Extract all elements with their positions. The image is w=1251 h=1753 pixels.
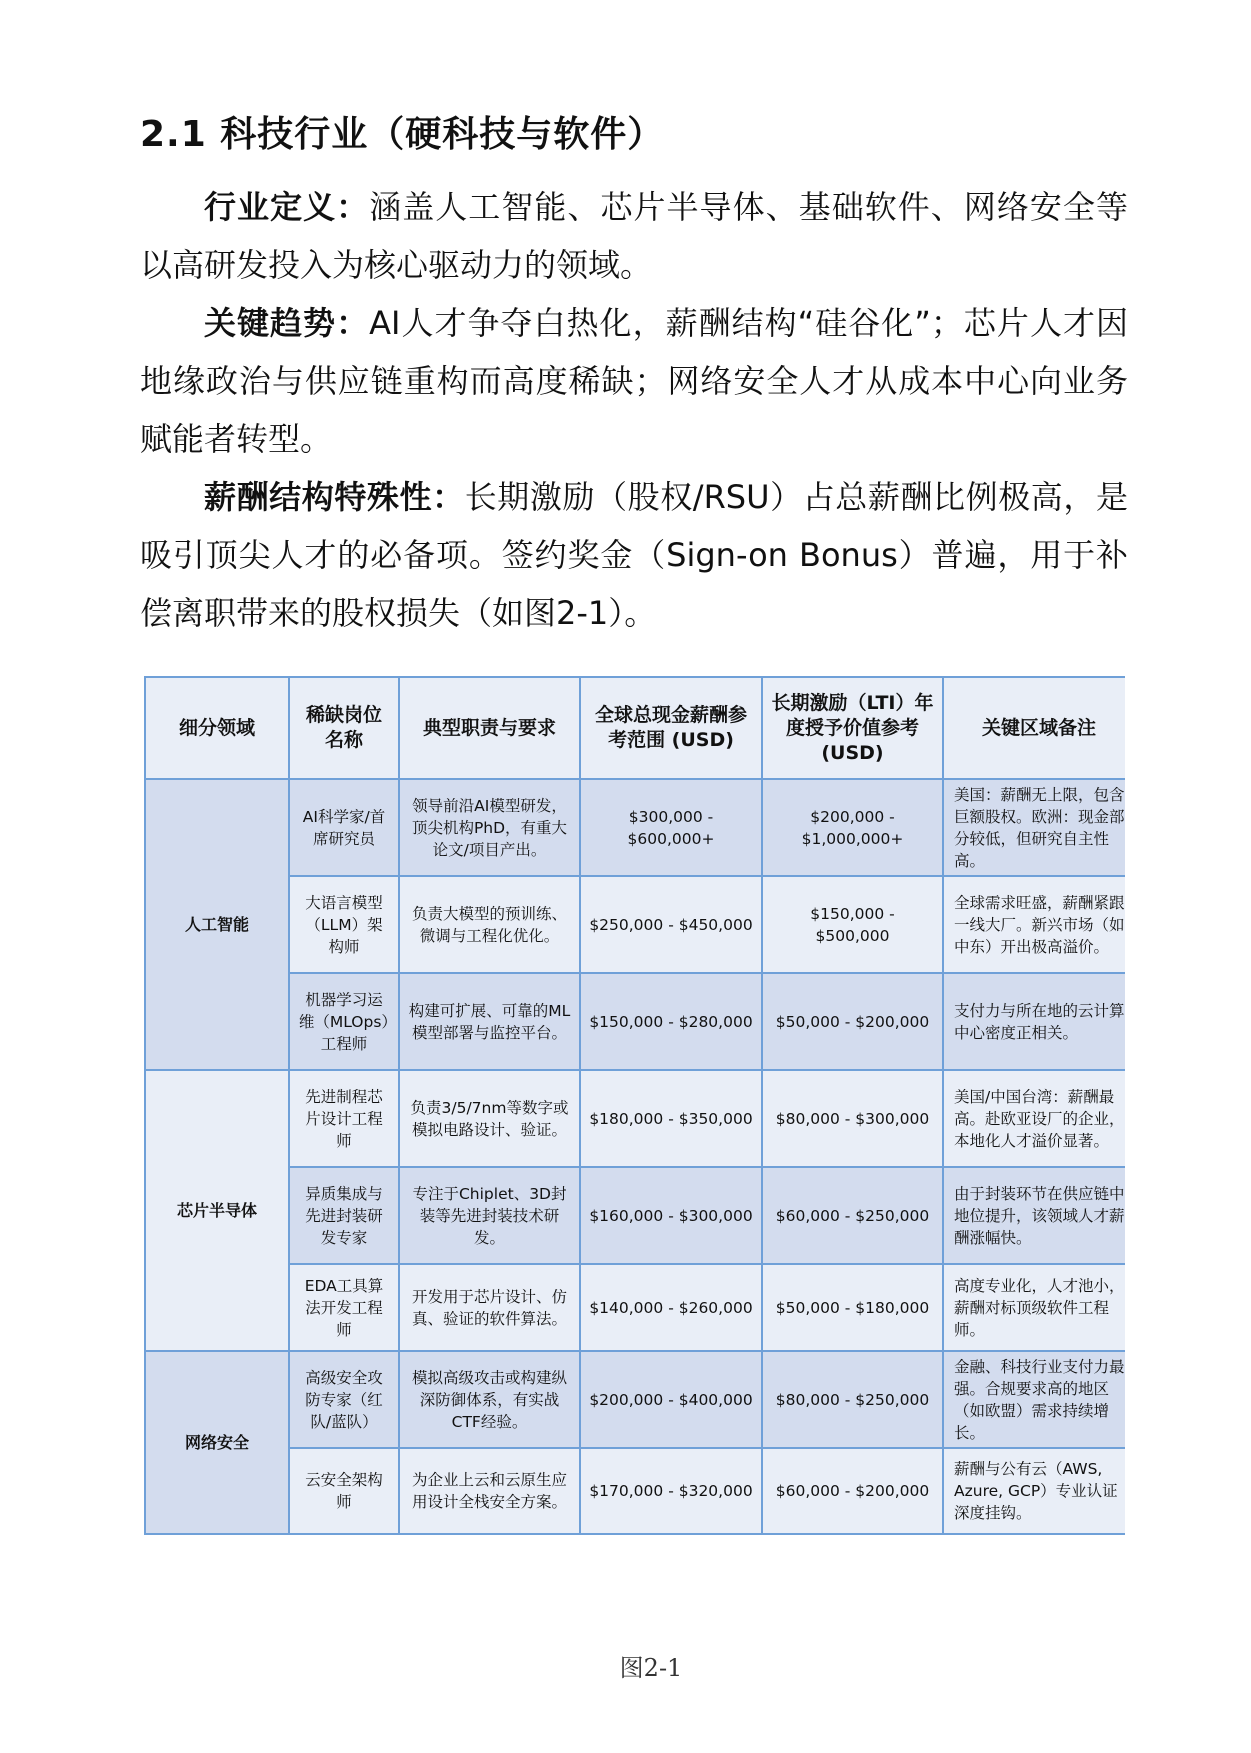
duties-cell: 构建可扩展、可靠的ML模型部署与监控平台。 xyxy=(399,973,580,1070)
note-cell: 支付力与所在地的云计算中心密度正相关。 xyxy=(943,973,1125,1070)
duties-cell: 领导前沿AI模型研发，顶尖机构PhD，有重大论文/项目产出。 xyxy=(399,779,580,876)
cash-range-cell: $140,000 - $260,000 xyxy=(580,1264,762,1351)
paragraph-label: 关键趋势： xyxy=(204,304,370,342)
field-cell: 芯片半导体 xyxy=(145,1070,289,1351)
lti-range-cell: $200,000 - $1,000,000+ xyxy=(762,779,943,876)
role-cell: 高级安全攻防专家（红队/蓝队） xyxy=(289,1351,399,1448)
duties-cell: 模拟高级攻击或构建纵深防御体系，有实战CTF经验。 xyxy=(399,1351,580,1448)
lti-range-cell: $60,000 - $200,000 xyxy=(762,1448,943,1534)
paragraph-label: 薪酬结构特殊性： xyxy=(204,478,465,516)
paragraph-label: 行业定义： xyxy=(204,188,370,226)
duties-cell: 负责3/5/7nm等数字或模拟电路设计、验证。 xyxy=(399,1070,580,1167)
salary-table xyxy=(144,676,1125,1535)
table-header-row xyxy=(145,677,1125,779)
cash-range-cell: $300,000 - $600,000+ xyxy=(580,779,762,876)
role-cell: 大语言模型（LLM）架构师 xyxy=(289,876,399,973)
role-cell: 先进制程芯片设计工程师 xyxy=(289,1070,399,1167)
duties-cell: 专注于Chiplet、3D封装等先进封装技术研发。 xyxy=(399,1167,580,1264)
paragraph-definition xyxy=(140,178,1128,294)
duties-cell: 为企业上云和云原生应用设计全栈安全方案。 xyxy=(399,1448,580,1534)
table-row xyxy=(145,1351,1125,1448)
table-row xyxy=(145,973,1125,1070)
table-row xyxy=(145,1167,1125,1264)
field-cell: 网络安全 xyxy=(145,1351,289,1534)
paragraph-text: 长期激励（股权/RSU）占总薪酬比例极高，是吸引顶尖人才的必备项。签约奖金（Sign-on Bonus）普遍，用于补偿离职带来的股权损失（如图2-1）。 xyxy=(140,478,1128,632)
paragraph-text: AI人才争夺白热化，薪酬结构“硅谷化”；芯片人才因地缘政治与供应链重构而高度稀缺；网络安全人才从成本中心向业务赋能者转型。 xyxy=(140,304,1128,458)
body-text xyxy=(140,178,1128,642)
column-header: 典型职责与要求 xyxy=(399,677,580,779)
figure-caption: 图2-1 xyxy=(619,1654,683,1682)
lti-range-cell: $80,000 - $250,000 xyxy=(762,1351,943,1448)
table-row xyxy=(145,1448,1125,1534)
role-cell: 机器学习运维（MLOps）工程师 xyxy=(289,973,399,1070)
table-row xyxy=(145,876,1125,973)
table-row xyxy=(145,1070,1125,1167)
cash-range-cell: $200,000 - $400,000 xyxy=(580,1351,762,1448)
column-header: 长期激励（LTI）年度授予价值参考 (USD) xyxy=(762,677,943,779)
cash-range-cell: $170,000 - $320,000 xyxy=(580,1448,762,1534)
role-cell: EDA工具算法开发工程师 xyxy=(289,1264,399,1351)
note-cell: 全球需求旺盛，薪酬紧跟一线大厂。新兴市场（如中东）开出极高溢价。 xyxy=(943,876,1125,973)
column-header: 全球总现金薪酬参考范围 (USD) xyxy=(580,677,762,779)
column-header: 稀缺岗位名称 xyxy=(289,677,399,779)
section-title: 2.1 科技行业（硬科技与软件） xyxy=(140,114,665,155)
paragraph-compensation xyxy=(140,468,1128,642)
note-cell: 美国：薪酬无上限，包含巨额股权。欧洲：现金部分较低，但研究自主性高。 xyxy=(943,779,1125,876)
note-cell: 金融、科技行业支付力最强。合规要求高的地区（如欧盟）需求持续增长。 xyxy=(943,1351,1125,1448)
duties-cell: 开发用于芯片设计、仿真、验证的软件算法。 xyxy=(399,1264,580,1351)
paragraph-text: 涵盖人工智能、芯片半导体、基础软件、网络安全等以高研发投入为核心驱动力的领域。 xyxy=(140,188,1128,284)
lti-range-cell: $60,000 - $250,000 xyxy=(762,1167,943,1264)
role-cell: 异质集成与先进封装研发专家 xyxy=(289,1167,399,1264)
cash-range-cell: $250,000 - $450,000 xyxy=(580,876,762,973)
duties-cell: 负责大模型的预训练、微调与工程化优化。 xyxy=(399,876,580,973)
lti-range-cell: $50,000 - $200,000 xyxy=(762,973,943,1070)
note-cell: 由于封装环节在供应链中地位提升，该领域人才薪酬涨幅快。 xyxy=(943,1167,1125,1264)
paragraph-trends xyxy=(140,294,1128,468)
field-cell: 人工智能 xyxy=(145,779,289,1070)
table-row xyxy=(145,1264,1125,1351)
lti-range-cell: $50,000 - $180,000 xyxy=(762,1264,943,1351)
note-cell: 高度专业化，人才池小，薪酬对标顶级软件工程师。 xyxy=(943,1264,1125,1351)
note-cell: 薪酬与公有云（AWS, Azure, GCP）专业认证深度挂钩。 xyxy=(943,1448,1125,1534)
column-header: 细分领域 xyxy=(145,677,289,779)
role-cell: 云安全架构师 xyxy=(289,1448,399,1534)
cash-range-cell: $160,000 - $300,000 xyxy=(580,1167,762,1264)
role-cell: AI科学家/首席研究员 xyxy=(289,779,399,876)
cash-range-cell: $150,000 - $280,000 xyxy=(580,973,762,1070)
cash-range-cell: $180,000 - $350,000 xyxy=(580,1070,762,1167)
lti-range-cell: $80,000 - $300,000 xyxy=(762,1070,943,1167)
salary-table-container xyxy=(144,676,1125,1611)
note-cell: 美国/中国台湾：薪酬最高。赴欧亚设厂的企业，本地化人才溢价显著。 xyxy=(943,1070,1125,1167)
column-header: 关键区域备注 xyxy=(943,677,1125,779)
table-row xyxy=(145,779,1125,876)
lti-range-cell: $150,000 - $500,000 xyxy=(762,876,943,973)
